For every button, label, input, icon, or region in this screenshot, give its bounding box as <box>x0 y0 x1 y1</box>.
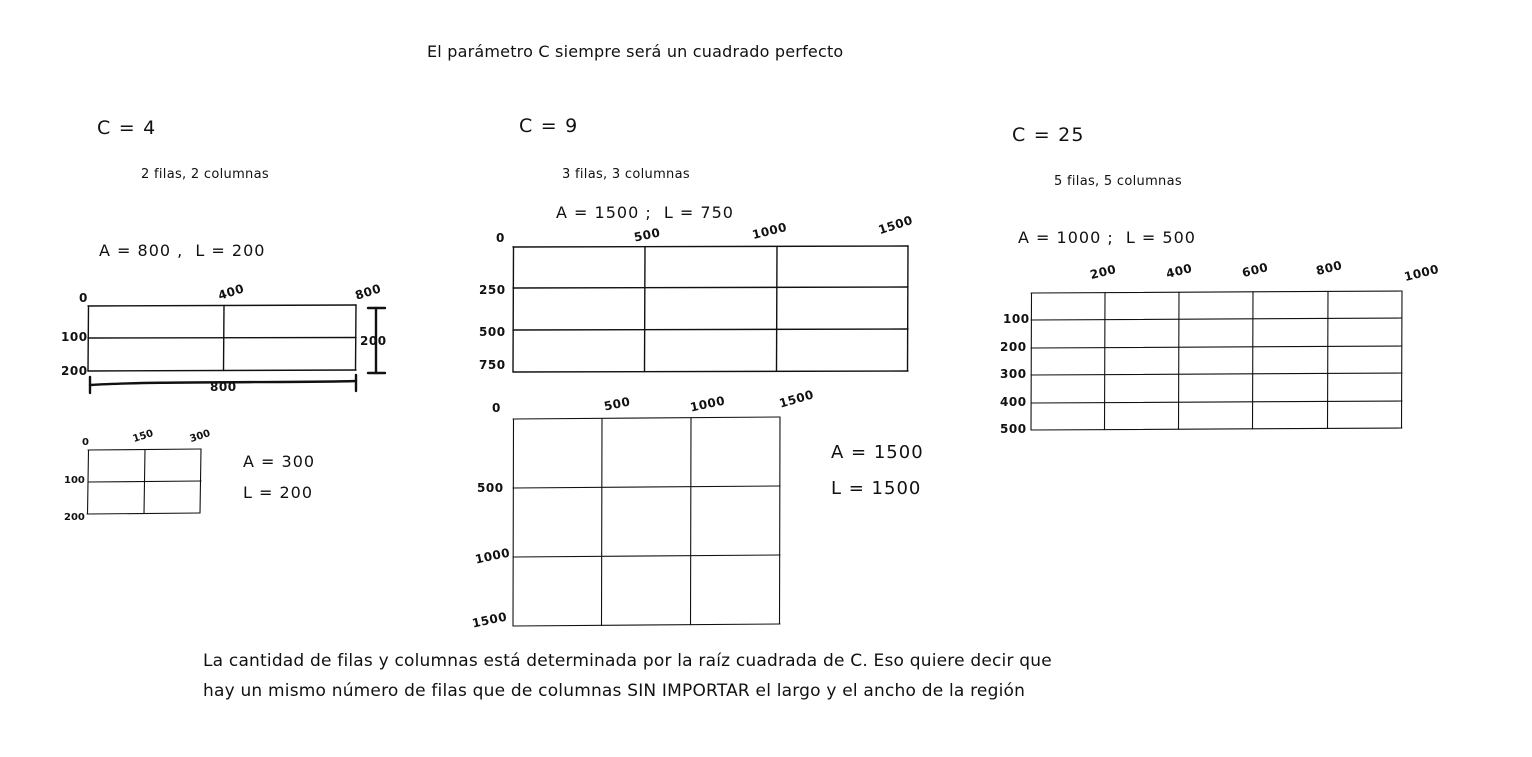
c9-grid1 <box>480 225 950 395</box>
c4-grid2-ytick-0: 100 <box>64 475 85 486</box>
c4-grid1-height-label: 200 <box>360 334 387 348</box>
c9-grid1-ytick-1: 250 <box>479 283 506 297</box>
c4-grid2-xtick-1: 150 <box>131 428 155 445</box>
c25-grid1-ytick-0: 100 <box>1003 312 1030 326</box>
c9-grid2-xtick-1: 500 <box>602 394 632 414</box>
annotation-c9-grid2-l: L = 1500 <box>831 478 922 499</box>
subheading-c25: 5 filas, 5 columnas <box>1054 174 1182 189</box>
c9-grid1-xtick-3: 1500 <box>876 212 915 238</box>
c25-grid1-ytick-3: 400 <box>1000 395 1027 409</box>
annotation-c9-grid2-a: A = 1500 <box>831 442 924 463</box>
c4-grid2-xtick-2: 300 <box>188 428 212 445</box>
c9-grid1-xtick-0: 0 <box>496 231 505 245</box>
annotation-c4-grid2-a: A = 300 <box>243 452 316 471</box>
c25-grid1-ytick-4: 500 <box>1000 422 1027 436</box>
c9-grid2-xtick-3: 1500 <box>777 387 816 411</box>
c9-grid1-xtick-2: 1000 <box>750 219 789 243</box>
footer-line-2: hay un mismo número de filas que de columnas SIN IMPORTAR el largo y el ancho de la región <box>203 681 1026 701</box>
page-title: El parámetro C siempre será un cuadrado perfecto <box>427 42 844 61</box>
annotation-c25-grid1: A = 1000 ; L = 500 <box>1018 228 1196 247</box>
c4-grid2 <box>60 420 260 540</box>
c9-grid1-xtick-1: 500 <box>632 225 662 245</box>
c9-grid2-ytick-2: 1000 <box>473 545 512 567</box>
c25-grid1-xtick-3: 800 <box>1314 258 1344 279</box>
c9-grid2-xtick-0: 0 <box>492 401 501 415</box>
c4-grid2-xtick-0: 0 <box>82 437 89 448</box>
c9-grid1-ytick-3: 750 <box>479 358 506 372</box>
c9-grid2-xtick-2: 1000 <box>688 393 727 415</box>
c25-grid1-xtick-0: 200 <box>1088 262 1118 283</box>
c4-grid1-ytick-1: 200 <box>61 364 88 378</box>
c4-grid2-ytick-1: 200 <box>64 512 85 523</box>
footer-line-1: La cantidad de filas y columnas está determinada por la raíz cuadrada de C. Eso quiere decir que <box>203 651 1052 671</box>
c4-grid1-ytick-0: 100 <box>61 330 88 344</box>
c25-grid1-ytick-2: 300 <box>1000 367 1027 381</box>
c9-grid2-ytick-3: 1500 <box>470 609 509 631</box>
annotation-c4-grid2-l: L = 200 <box>243 483 314 502</box>
c9-grid2-ytick-1: 500 <box>477 481 504 495</box>
c4-grid1-xtick-0: 0 <box>79 291 88 305</box>
c25-grid1-xtick-1: 400 <box>1164 261 1194 282</box>
heading-c25: C = 25 <box>1012 124 1085 146</box>
heading-c9: C = 9 <box>519 115 579 137</box>
c9-grid1-ytick-2: 500 <box>479 325 506 339</box>
c4-grid1-width-label: 800 <box>210 380 237 394</box>
annotation-c4-grid1: A = 800 , L = 200 <box>99 241 266 260</box>
heading-c4: C = 4 <box>97 117 157 139</box>
c9-grid2 <box>480 395 810 645</box>
c4-grid1-xtick-1: 400 <box>216 281 246 303</box>
c25-grid1-ytick-1: 200 <box>1000 340 1027 354</box>
c25-grid1-xtick-4: 1000 <box>1402 261 1441 285</box>
subheading-c4: 2 filas, 2 columnas <box>141 167 269 182</box>
c25-grid1-xtick-2: 600 <box>1240 260 1270 281</box>
subheading-c9: 3 filas, 3 columnas <box>562 167 690 182</box>
c4-grid1-xtick-2: 800 <box>353 281 383 303</box>
annotation-c9-grid1: A = 1500 ; L = 750 <box>556 203 734 222</box>
c25-grid1 <box>1000 275 1430 450</box>
